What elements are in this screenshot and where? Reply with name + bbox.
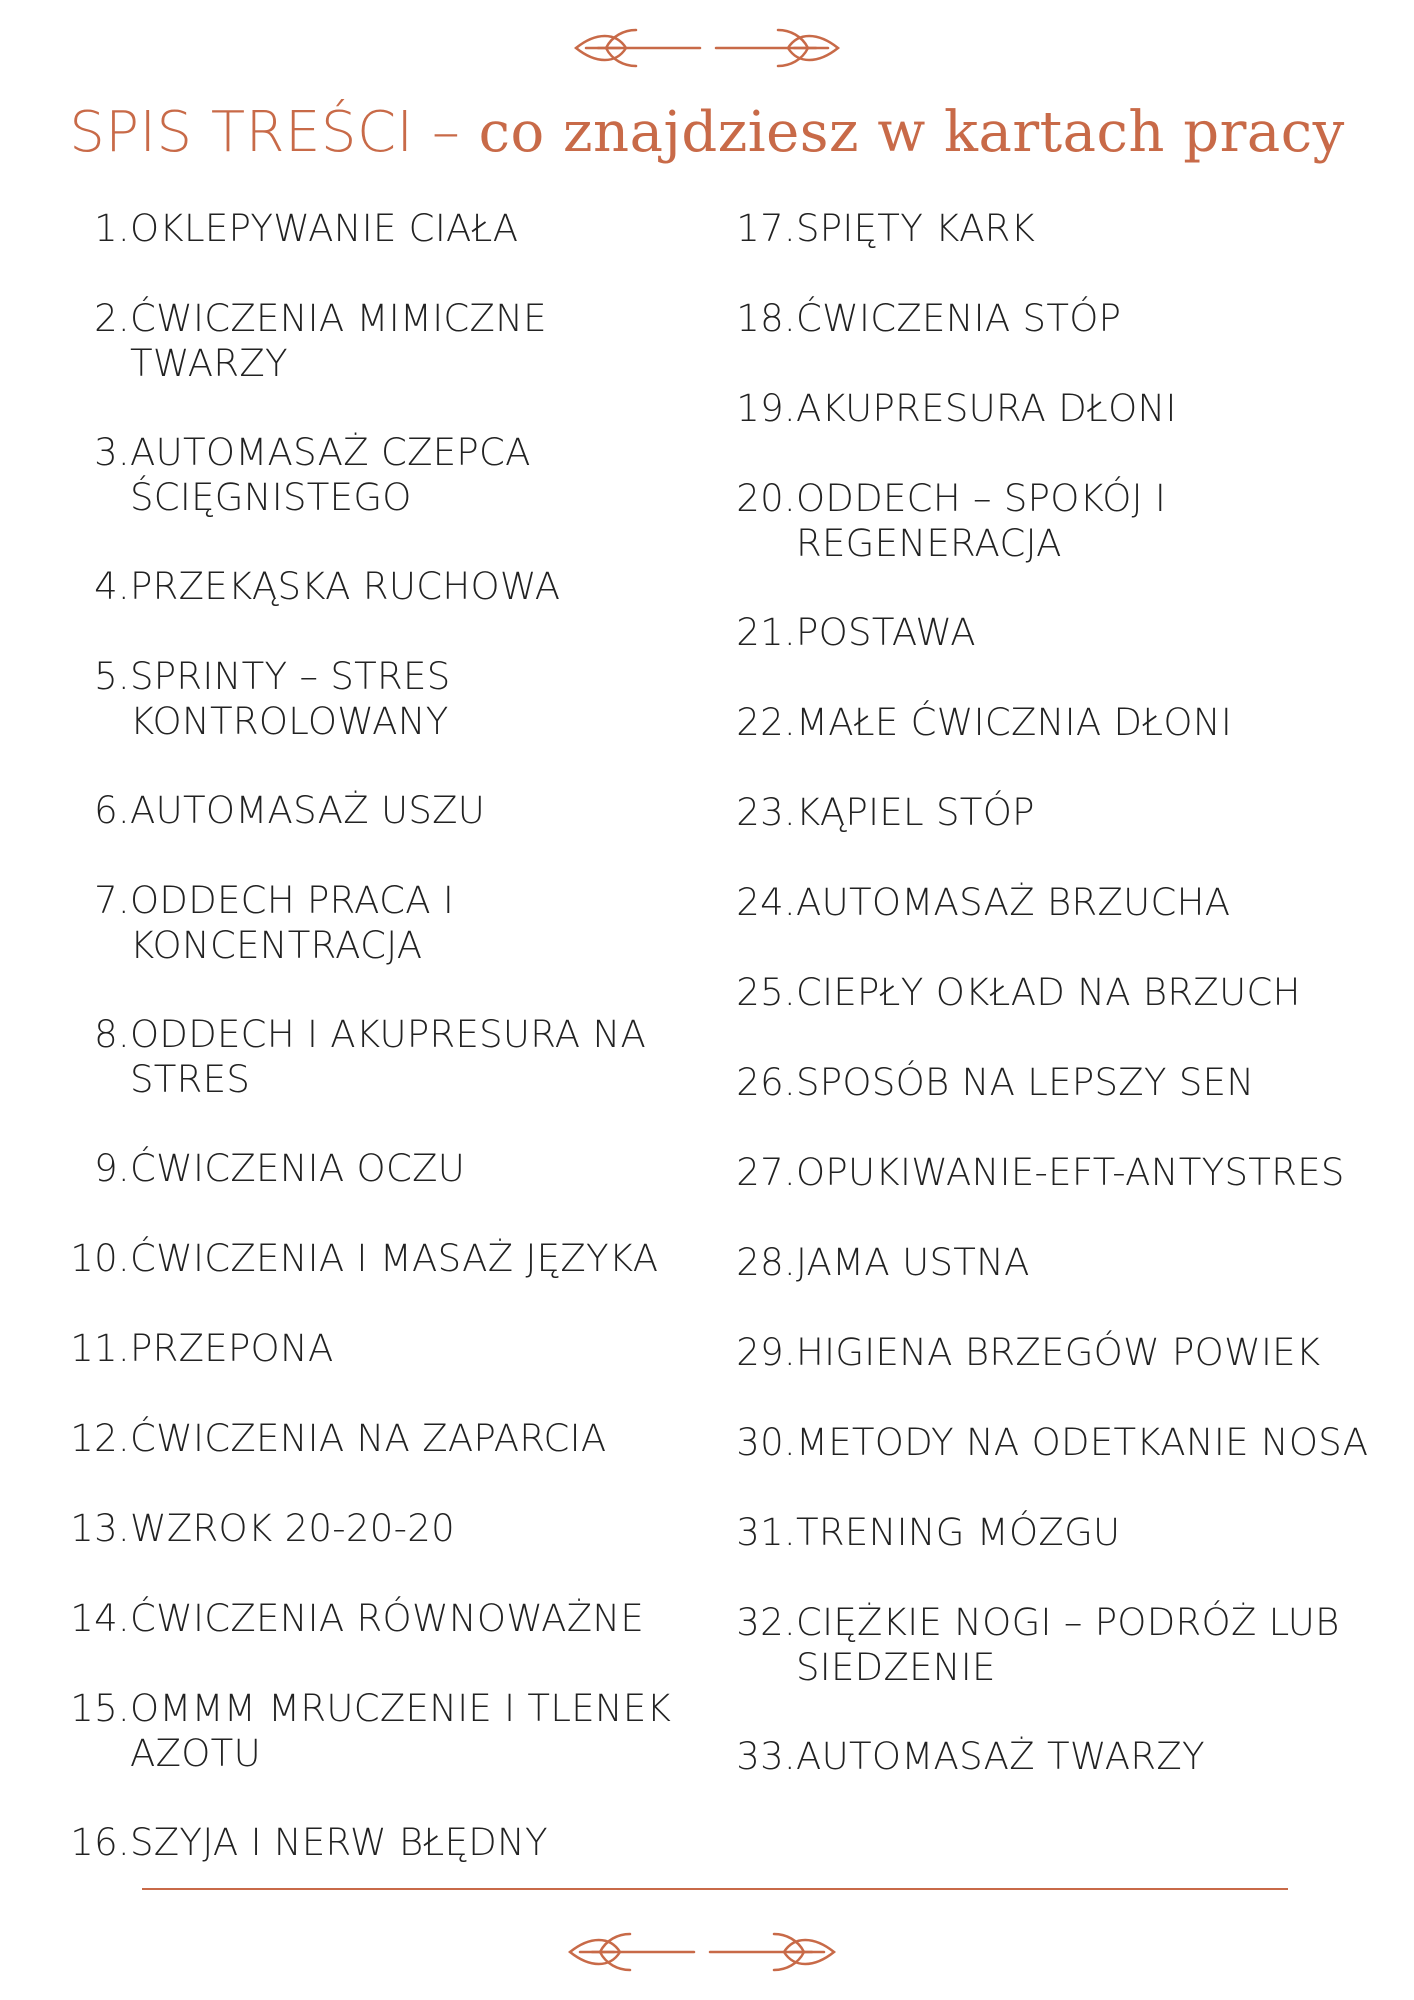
- entry-label: ĆWICZENIA OCZU: [130, 1147, 466, 1190]
- toc-right-entry[interactable]: [716, 1420, 1396, 1465]
- entry-label: AUTOMASAŻ USZU: [130, 789, 486, 832]
- entry-label: AKUPRESURA DŁONI: [796, 387, 1177, 430]
- entry-label: SPRINTY – STRES KONTROLOWANY: [130, 655, 451, 743]
- toc-left-entry[interactable]: [50, 206, 690, 251]
- entry-number: 21.: [736, 611, 796, 654]
- entry-number: 6.: [94, 789, 130, 832]
- entry-number: 22.: [736, 701, 796, 744]
- entry-label: MAŁE ĆWICZNIA DŁONI: [796, 701, 1233, 744]
- page-title: [0, 100, 1414, 165]
- entry-number: 18.: [736, 297, 796, 340]
- entry-number: 25.: [736, 971, 796, 1014]
- toc-right-entry[interactable]: [716, 1150, 1396, 1195]
- entry-number: 5.: [94, 655, 130, 698]
- toc-left-entry[interactable]: [50, 430, 690, 520]
- entry-number: 17.: [736, 207, 796, 250]
- entry-number: 27.: [736, 1151, 796, 1194]
- toc-right-entry[interactable]: [716, 790, 1396, 835]
- entry-label: PRZEKĄSKA RUCHOWA: [130, 565, 561, 608]
- title-subtitle: co znajdziesz w kartach pracy: [478, 100, 1345, 165]
- entry-number: 26.: [736, 1061, 796, 1104]
- title-main: SPIS TREŚCI –: [69, 100, 479, 165]
- toc-left-entry[interactable]: [50, 1506, 690, 1551]
- toc-left-entry[interactable]: [50, 878, 690, 968]
- toc-right-entry[interactable]: [716, 1734, 1396, 1779]
- entry-label: AUTOMASAŻ BRZUCHA: [796, 881, 1231, 924]
- toc-right-entry[interactable]: [716, 1600, 1396, 1690]
- entry-label: SPIĘTY KARK: [796, 207, 1036, 250]
- toc-left-entry[interactable]: [50, 564, 690, 609]
- entry-label: ODDECH I AKUPRESURA NA STRES: [130, 1013, 647, 1101]
- entry-number: 2.: [94, 297, 130, 340]
- entry-label: ĆWICZENIA RÓWNOWAŻNE: [130, 1597, 645, 1640]
- entry-number: 32.: [736, 1601, 796, 1644]
- entry-label: AUTOMASAŻ CZEPCA ŚCIĘGNISTEGO: [130, 431, 531, 519]
- toc-left-entry[interactable]: [50, 654, 690, 744]
- toc-right-entry[interactable]: [716, 296, 1396, 341]
- entry-label: OPUKIWANIE-EFT-ANTYSTRES: [796, 1151, 1345, 1194]
- entry-number: 29.: [736, 1331, 796, 1374]
- toc-right-entry[interactable]: [716, 880, 1396, 925]
- entry-number: 15.: [70, 1687, 130, 1730]
- toc-left-entry[interactable]: [50, 1820, 690, 1865]
- entry-number: 11.: [70, 1327, 130, 1370]
- toc-left-entry[interactable]: [50, 1236, 690, 1281]
- entry-label: METODY NA ODETKANIE NOSA: [796, 1421, 1369, 1464]
- toc-right-entry[interactable]: [716, 1330, 1396, 1375]
- entry-number: 28.: [736, 1241, 796, 1284]
- entry-label: OMMM MRUCZENIE I TLENEK AZOTU: [130, 1687, 672, 1775]
- entry-label: ODDECH PRACA I KONCENTRACJA: [130, 879, 455, 967]
- entry-label: OKLEPYWANIE CIAŁA: [130, 207, 519, 250]
- entry-number: 1.: [94, 207, 130, 250]
- entry-label: SZYJA I NERW BŁĘDNY: [130, 1821, 548, 1864]
- entry-number: 24.: [736, 881, 796, 924]
- toc-right-entry[interactable]: [716, 206, 1396, 251]
- bottom-divider: [142, 1888, 1288, 1890]
- entry-label: WZROK 20-20-20: [130, 1507, 455, 1550]
- entry-label: ĆWICZENIA I MASAŻ JĘZYKA: [130, 1237, 659, 1280]
- top-leaf-ornament: [0, 18, 1414, 78]
- toc-left-entry[interactable]: [50, 296, 690, 386]
- entry-number: 14.: [70, 1597, 130, 1640]
- entry-number: 16.: [70, 1821, 130, 1864]
- entry-number: 9.: [94, 1147, 130, 1190]
- toc-left-entry[interactable]: [50, 1596, 690, 1641]
- entry-label: ĆWICZENIA STÓP: [796, 297, 1122, 340]
- toc-right-entry[interactable]: [716, 1060, 1396, 1105]
- entry-label: ĆWICZENIA MIMICZNE TWARZY: [130, 297, 547, 385]
- entry-label: HIGIENA BRZEGÓW POWIEK: [796, 1331, 1321, 1374]
- entry-label: TRENING MÓZGU: [796, 1511, 1121, 1554]
- entry-number: 30.: [736, 1421, 796, 1464]
- bottom-leaf-ornament: [0, 1922, 1414, 1982]
- entry-number: 20.: [736, 477, 796, 520]
- entry-number: 4.: [94, 565, 130, 608]
- entry-number: 23.: [736, 791, 796, 834]
- entry-label: CIEPŁY OKŁAD NA BRZUCH: [796, 971, 1301, 1014]
- entry-label: JAMA USTNA: [796, 1241, 1030, 1284]
- toc-left-entry[interactable]: [50, 1326, 690, 1371]
- leaf-branch-icon: [0, 1922, 1414, 1982]
- toc-right-entry[interactable]: [716, 970, 1396, 1015]
- toc-left-entry[interactable]: [50, 788, 690, 833]
- entry-number: 7.: [94, 879, 130, 922]
- toc-left-entry[interactable]: [50, 1686, 690, 1776]
- entry-number: 12.: [70, 1417, 130, 1460]
- toc-right-entry[interactable]: [716, 1240, 1396, 1285]
- entry-number: 8.: [94, 1013, 130, 1056]
- entry-label: ĆWICZENIA NA ZAPARCIA: [130, 1417, 607, 1460]
- entry-label: CIĘŻKIE NOGI – PODRÓŻ LUB SIEDZENIE: [796, 1601, 1340, 1689]
- toc-right-entry[interactable]: [716, 1510, 1396, 1555]
- entry-label: PRZEPONA: [130, 1327, 334, 1370]
- toc-right-entry[interactable]: [716, 610, 1396, 655]
- entry-number: 19.: [736, 387, 796, 430]
- entry-number: 33.: [736, 1735, 796, 1778]
- toc-right-entry[interactable]: [716, 700, 1396, 745]
- entry-label: SPOSÓB NA LEPSZY SEN: [796, 1061, 1255, 1104]
- entry-number: 3.: [94, 431, 130, 474]
- toc-left-entry[interactable]: [50, 1146, 690, 1191]
- entry-number: 10.: [70, 1237, 130, 1280]
- entry-number: 31.: [736, 1511, 796, 1554]
- toc-right-entry[interactable]: [716, 476, 1396, 566]
- toc-left-entry[interactable]: [50, 1012, 690, 1102]
- entry-label: AUTOMASAŻ TWARZY: [796, 1735, 1205, 1778]
- entry-label: POSTAWA: [796, 611, 976, 654]
- leaf-branch-icon: [0, 18, 1414, 78]
- toc-left-entry[interactable]: [50, 1416, 690, 1461]
- entry-label: KĄPIEL STÓP: [796, 791, 1035, 834]
- entry-label: ODDECH – SPOKÓJ I REGENERACJA: [796, 477, 1167, 565]
- entry-number: 13.: [70, 1507, 130, 1550]
- toc-right-entry[interactable]: [716, 386, 1396, 431]
